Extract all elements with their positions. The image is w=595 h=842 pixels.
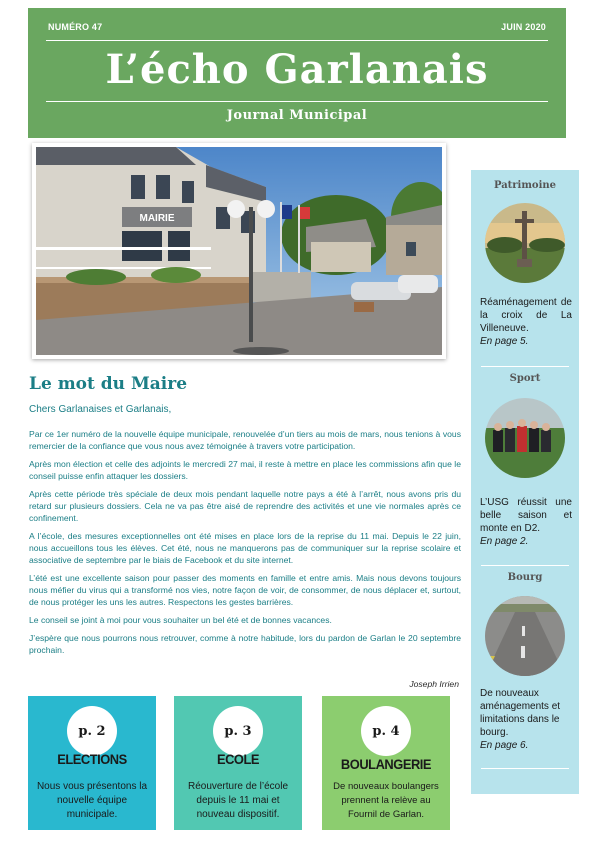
page-badge: p. 2 [67, 706, 117, 756]
box-text: Nous vous présentons la nouvelle équipe municipale. [36, 781, 148, 820]
village-road-photo [485, 596, 565, 676]
article-paragraph: L’été est une excellente saison pour passer des moments en famille et entre amis. Mais nous devons toujours nous méfier du virus qui a transformé nos vies, notre façon de voir, de consommer, de nous déplacer et, surtout, de nous protéger les uns les autres. Respectons les gestes barrières. [29, 573, 461, 607]
sidebar [471, 170, 579, 794]
sidebar-text-patrimoine: Réaménagement de la croix de La Villeneuve. En page 5. [480, 297, 572, 347]
issue-number: NUMÉRO 47 [48, 22, 103, 32]
cross-photo [485, 203, 565, 283]
box-label: ELECTIONS [57, 751, 127, 767]
sidebar-page-ref: En page 6. [480, 740, 529, 751]
article-paragraph: A l’école, des mesures exceptionnelles ont été mises en place lors de la reprise du 11 mai. Depuis le 22 juin, nous accueillons tous les élèves. Cet été, nous ne manquerons pas de communiquer sur la reprise scolaire et associative de septembre par le biais de Facebook et du site internet. [29, 531, 461, 565]
article-body [29, 428, 461, 662]
sidebar-title-bourg: Bourg [507, 572, 543, 583]
issue-date: JUIN 2020 [501, 22, 546, 32]
sidebar-divider [481, 565, 569, 566]
page-badge: p. 3 [213, 706, 263, 756]
box-text: De nouveaux boulangers prennent la relève au Fournil de Garlan. [333, 781, 439, 820]
sidebar-text-bourg: De nouveaux aménagements et limitations dans le bourg. En page 6. [480, 688, 561, 751]
box-text: Réouverture de l’école depuis le 11 mai et nouveau dispositif. [187, 781, 289, 820]
sidebar-text-sport: L’USG réussit une belle saison et monte en D2. En page 2. [480, 497, 572, 547]
sidebar-divider [481, 768, 569, 769]
article-greeting: Chers Garlanaises et Garlanais, [29, 404, 172, 415]
town-hall-photo-illustration [36, 147, 442, 355]
article-paragraph: Après cette période très spéciale de deux mois pendant laquelle notre pays a été à l’arrêt, nous avons pris du retard sur plusieurs dossiers. Cela ne va pas être aisé de reprendre des activités et une vie normales après ce confinement. [29, 489, 461, 523]
box-label: ECOLE [216, 751, 260, 767]
box-label: BOULANGERIE [340, 756, 432, 772]
masthead-rule-top [46, 40, 548, 41]
box-elections [28, 696, 156, 830]
masthead [28, 8, 566, 138]
football-team-photo [485, 398, 565, 478]
mayor-signature: Joseph Irrien [409, 679, 459, 689]
article-paragraph: J’espère que nous pourrons nous retrouver, comme à notre habitude, lors du pardon de Garlan le 20 septembre prochain. [29, 633, 461, 655]
article-title: Le mot du Maire [29, 374, 188, 394]
article-paragraph: Le conseil se joint à moi pour vous souhaiter un bel été et de bonnes vacances. [29, 615, 332, 625]
box-ecole [174, 696, 302, 830]
sidebar-title-sport: Sport [509, 373, 541, 384]
town-hall-photo [32, 143, 446, 359]
masthead-rule-bottom [46, 101, 548, 102]
article-paragraph: Par ce 1er numéro de la nouvelle équipe municipale, renouvelée d’un tiers au mois de mars, nous tenions à vous remercier de la confiance que vous nous avez témoignée à travers votre participation. [29, 429, 461, 451]
newspaper-title: L’écho Garlanais [105, 46, 489, 93]
newspaper-subtitle: Journal Municipal [226, 108, 368, 123]
mairie-sign: MAIRIE [139, 213, 175, 224]
page-badge: p. 4 [361, 706, 411, 756]
sidebar-title-patrimoine: Patrimoine [493, 180, 557, 191]
article-paragraph: Après mon élection et celle des adjoints le mercredi 27 mai, il reste à mettre en place les commissions afin que le conseil puisse enfin attaquer les dossiers. [29, 459, 461, 481]
masthead-meta [48, 22, 546, 32]
sidebar-divider [481, 366, 569, 367]
sidebar-page-ref: En page 5. [480, 336, 529, 347]
box-boulangerie [322, 696, 450, 830]
sidebar-page-ref: En page 2. [480, 536, 529, 547]
